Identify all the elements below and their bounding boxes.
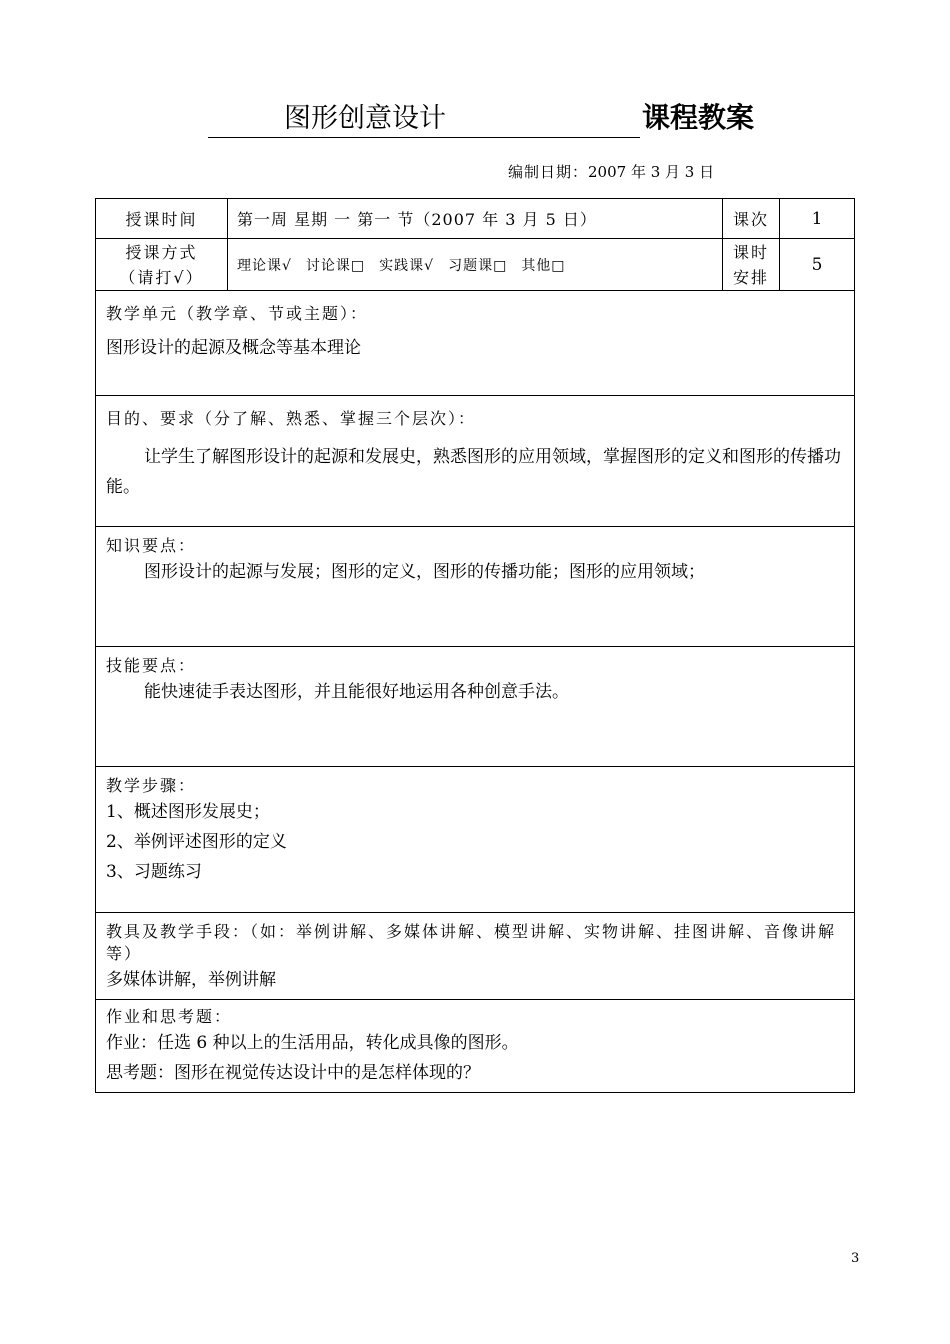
tools-heading: 教具及教学手段：（如：举例讲解、多媒体讲解、模型讲解、实物讲解、挂图讲解、音像讲解等） [106, 922, 837, 963]
steps-heading: 教学步骤： [106, 776, 197, 795]
knowledge-body: 图形设计的起源与发展；图形的定义，图形的传播功能；图形的应用领域； [144, 562, 705, 582]
objectives-body: 让学生了解图形设计的起源和发展史，熟悉图形的应用领域，掌握图形的定义和图形的传播功能。 [106, 447, 841, 497]
time-label: 授课时间 [96, 199, 228, 239]
method-row [96, 239, 855, 291]
skills-body: 能快速徒手表达图形，并且能很好地运用各种创意手法。 [144, 682, 569, 702]
method-options [228, 239, 723, 291]
hours-value: 5 [780, 239, 855, 291]
compile-date-value: 2007 年 3 月 3 日 [588, 163, 715, 181]
knowledge-heading: 知识要点： [106, 536, 197, 555]
skills-heading: 技能要点： [106, 656, 197, 675]
tools-body: 多媒体讲解，举例讲解 [106, 970, 276, 990]
page-number: 3 [851, 1251, 860, 1266]
objectives-heading: 目的、要求（分了解、熟悉、掌握三个层次）： [106, 409, 477, 428]
skills-section [96, 647, 855, 767]
time-row [96, 199, 855, 239]
course-title: 图形创意设计 [284, 103, 446, 134]
homework-section [96, 1000, 855, 1093]
unit-heading: 教学单元（教学章、节或主题）： [106, 304, 369, 323]
homework-question: 思考题：图形在视觉传达设计中的是怎样体现的？ [106, 1063, 480, 1083]
objectives-section [96, 396, 855, 527]
method-label-line1: 授课方式 [125, 242, 198, 262]
knowledge-section [96, 527, 855, 647]
homework-heading: 作业和思考题： [106, 1007, 233, 1026]
method-option-discussion: 讨论课□ [305, 257, 366, 274]
method-label [96, 239, 228, 291]
method-option-lecture: 理论课√ [237, 257, 292, 274]
step-item: 3、习题练习 [106, 862, 202, 882]
compile-date [508, 161, 714, 182]
unit-body: 图形设计的起源及概念等基本理论 [106, 338, 361, 358]
step-item: 2、举例评述图形的定义 [106, 832, 287, 852]
title-underline [208, 137, 640, 138]
lesson-label: 课次 [723, 199, 780, 239]
time-value: 第一周 星期 一 第一 节（2007 年 3 月 5 日） [228, 199, 723, 239]
document-type-title: 课程教案 [642, 101, 755, 134]
hours-label-line1: 课时 [732, 242, 769, 262]
tools-section [96, 913, 855, 1000]
lesson-value: 1 [780, 199, 855, 239]
steps-section [96, 767, 855, 913]
hours-label-line2: 安排 [732, 267, 769, 287]
compile-date-label: 编制日期： [508, 163, 589, 181]
method-option-other: 其他□ [521, 257, 566, 274]
hours-label [723, 239, 780, 291]
lesson-plan-table [95, 198, 855, 1093]
homework-assignment: 作业：任选 6 种以上的生活用品，转化成具像的图形。 [106, 1033, 519, 1053]
step-item: 1、概述图形发展史； [106, 802, 270, 822]
method-option-exercise: 习题课□ [448, 257, 508, 274]
method-option-practice: 实践课√ [379, 257, 435, 274]
unit-section [96, 291, 855, 396]
method-label-line2: （请打√） [119, 267, 204, 287]
